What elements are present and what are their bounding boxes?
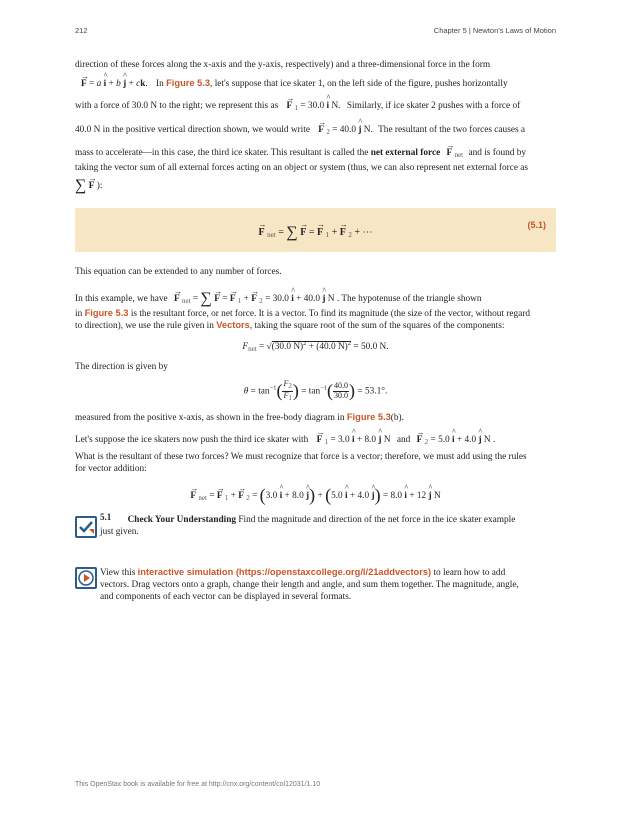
p3-line3: to direction), we use the rule given in Vectors, taking the square root of the sum of the squares of the components: [75,320,505,331]
check-understanding [100,512,556,539]
p6-line3: for vector addition: [75,464,147,474]
p5-text: measured from the positive x-axis, as shown in the free-body diagram in Figure 5.3(b). [75,412,404,423]
check-number: 5.1 [100,512,112,522]
equation-box [75,208,556,252]
p1-line3: with a force of 30.0 N to the right; we represent this as → F $_1$ = 30.0 ^ i N. Similarly, if ice skater 2 pushes with a force of [75,101,556,112]
p6-line1: Let's suppose the ice skaters now push the third ice skater with → F $_1$ = 3.0 ^ i + 8.0 ^ j N and → F $_2$ = 5.0 ^ i + 4.0 ^ j N . [75,435,556,446]
play-icon [75,567,97,589]
check-text: Find the magnitude and direction of the net force in the ice skater example [238,515,516,525]
p4-text: The direction is given by [75,362,168,372]
net-force-equation: → F $_{net}$ = ∑ → F = → F $_1$ + → F $_2$ + ⋯ [75,224,556,242]
figure-5-3-link[interactable]: Figure 5.3 [346,412,391,422]
p1-line6: taking the vector sum of all external forces acting on an object or system (thus, we can also represent net external force as [75,163,529,173]
p1-line7: ∑ → F ): [75,177,556,195]
p3-line1: In this example, we have → F $_{net}$ = ∑ → F = → F $_1$ + → F $_2$ = 30.0 ^ i + 40.0 ^ j N . The hypotenuse of the triangle shown [75,290,556,308]
p1-line4: 40.0 N in the positive vertical direction shown, we would write → F $_2$ = 40.0 ^ j N. The resultant of the two forces causes a [75,125,556,136]
simulation-callout: View this interactive simulation (https://openstaxcollege.org/l/21addvectors) to learn how to add vectors. Drag vectors onto a graph, change their length and angle, and sum them together. The magnitude, angle, and components of each vector can be displayed in several formats. [100,567,519,602]
p6-line2: What is the resultant of these two forces? We must recognize that force is a vector; therefore, we must add using the rules [75,452,527,462]
magnitude-equation: $F_{net} = √(30.0$ N)$^2$ + (40.0 N)$^2$ = 50.0 N. [242,340,389,353]
equation-number: (5.1) [527,220,546,230]
direction-equation: $\theta = \tan^{-1}$( $\frac{F2}{F1}$ ) = $\tan^{-1}$( $\frac{40.0}{30.0}$ ) = 53.1°. [243,379,388,402]
simulation-link[interactable]: interactive simulation (https://openstaxcollege.org/l/21addvectors) [137,567,432,577]
p3-line2: in Figure 5.3 is the resultant force, or net force. It is a vector. To find its magnitude (the size of the vector, without regard [75,308,531,319]
figure-5-3-link[interactable]: Figure 5.3 [166,78,211,88]
chapter-title: Chapter 5 | Newton's Laws of Motion [433,26,556,35]
check-title: Check Your Understanding [127,515,237,525]
p1-line2: → F = a ^ i + b ^ j + ck. In Figure 5.3, let's suppose that ice skater 1, on the left side of the figure, pushes horizontally [75,78,556,89]
p1-line5: mass to accelerate—in this case, the third ice skater. This resultant is called the net external force → F $_{net}$ and is found by [75,148,556,159]
p2-text: This equation can be extended to any number of forces. [75,267,282,277]
page-footer: This OpenStax book is available for free at http://cnx.org/content/col12031/1.10 [75,781,321,788]
figure-5-3-link[interactable]: Figure 5.3 [84,308,129,318]
check-understanding-icon [75,516,97,538]
p1-line1: direction of these forces along the x-axis and the y-axis, respectively) and a three-dimensional force in the form [75,60,491,70]
vectors-link[interactable]: Vectors [216,320,250,330]
check-text2: just given. [100,526,139,537]
page-number: 212 [75,26,88,35]
vector-addition-equation: → F $_{net}$ = → F $_1$ + → F $_2$ = (3.0 ^ i + 8.0 ^ j) + (5.0 ^ i + 4.0 ^ j) = 8.0 ^ i + 12 ^ j N [75,485,556,506]
